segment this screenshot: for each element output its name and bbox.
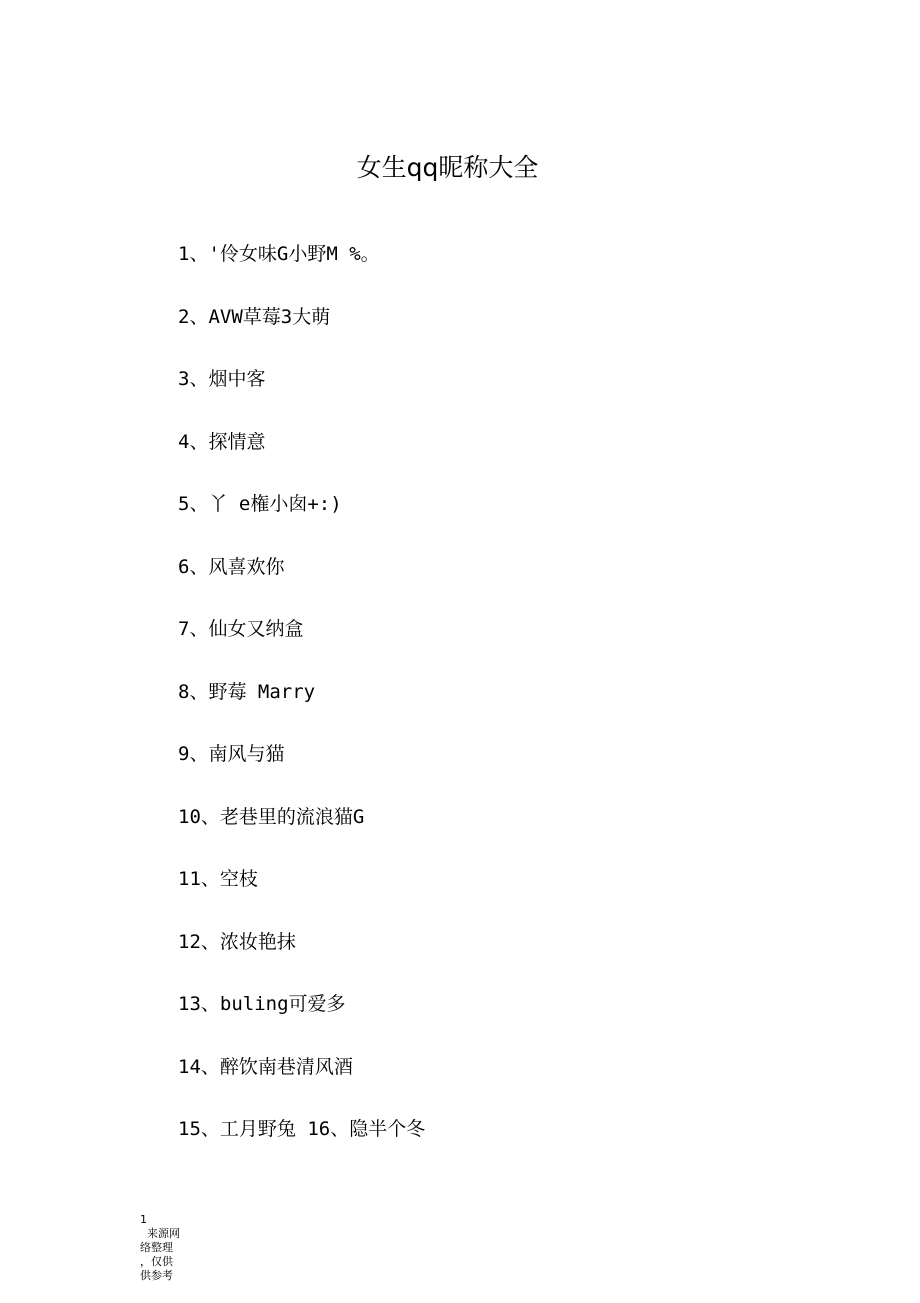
footer-source-line: 供参考 — [140, 1269, 173, 1282]
footer-source-line: 来源网 — [140, 1227, 180, 1240]
list-item: 2、AVW草莓3大萌 — [178, 305, 331, 328]
list-item: 4、探情意 — [178, 430, 266, 453]
page-footer — [140, 1213, 200, 1283]
list-item: 13、buling可爱多 — [178, 993, 346, 1015]
list-item: 6、风喜欢你 — [178, 555, 285, 578]
nickname-list — [178, 236, 425, 1174]
list-item: 8、野莓 Marry — [178, 680, 316, 703]
list-item: 14、醉饮南巷清风酒 — [178, 1055, 353, 1078]
list-item: 3、烟中客 — [178, 368, 266, 390]
list-item: 9、南风与猫 — [178, 743, 285, 765]
list-item: 5、丫 e権小囱+:) — [178, 493, 342, 515]
list-item: 12、浓妆艳抹 — [178, 930, 296, 953]
list-item: 1、'伶女味G小野M %。 — [178, 243, 380, 265]
page-number: 1 — [140, 1213, 147, 1226]
list-item: 11、空枝 — [178, 868, 258, 890]
list-item: 7、仙女又纳盒 — [178, 618, 304, 640]
list-item: 15、工月野兔 16、隐半个冬 — [178, 1118, 426, 1140]
footer-source-line: 络整理 — [140, 1241, 173, 1254]
footer-source-line: ，仅供 — [140, 1255, 173, 1268]
document-title: 女生qq昵称大全 — [356, 153, 539, 182]
list-item: 10、老巷里的流浪猫G — [178, 805, 365, 828]
